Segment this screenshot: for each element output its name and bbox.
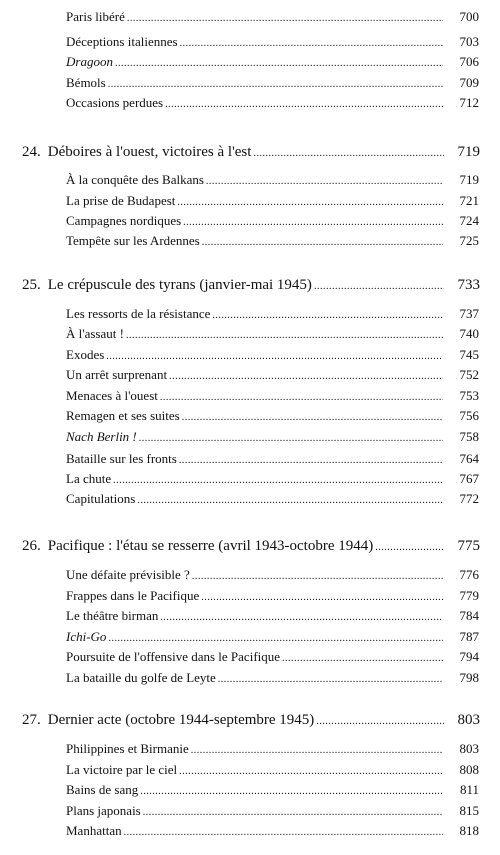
toc-section-entry (66, 173, 479, 187)
dot-leader (108, 634, 443, 644)
dot-leader (177, 198, 443, 208)
toc-section-entry (66, 609, 479, 623)
page-number: 721 (459, 193, 479, 208)
page-number: 776 (459, 567, 479, 582)
chapter-title: Pacifique : l'étau se resserre (avril 1943-octobre 1944) (47, 538, 374, 554)
dot-leader (191, 746, 443, 756)
section-title: Bains de sang (66, 782, 139, 797)
toc-section-entry (66, 194, 479, 208)
toc-section-entry (66, 492, 479, 506)
section-title: Bataille sur les fronts (66, 451, 177, 466)
dot-leader (113, 476, 443, 486)
chapter-title: Le crépuscule des tyrans (janvier-mai 1945) (47, 277, 312, 293)
toc-section-entry (66, 214, 479, 228)
page-number: 787 (459, 629, 479, 644)
dot-leader (182, 413, 443, 423)
section-title: Paris libéré (66, 9, 125, 24)
page-number: 724 (459, 213, 479, 228)
section-title: La victoire par le ciel (66, 762, 178, 777)
section-title: La chute (66, 471, 112, 486)
section-title: Manhattan (66, 823, 122, 838)
toc-section-entry (66, 348, 479, 362)
dot-leader (160, 613, 443, 623)
dot-leader (192, 572, 443, 582)
dot-leader (253, 149, 444, 159)
section-title: La bataille du golfe de Leyte (66, 670, 216, 685)
section-title: Un arrêt surprenant (66, 367, 168, 382)
toc-section-entry (66, 307, 479, 321)
toc-section-entry (66, 804, 479, 818)
toc-section-entry (66, 630, 479, 644)
section-title: Déceptions italiennes (66, 34, 178, 49)
page-number: 703 (459, 34, 479, 49)
page-number: 775 (457, 538, 480, 554)
dot-leader (143, 808, 443, 818)
page-number: 709 (459, 75, 479, 90)
section-title: Le théâtre birman (66, 608, 159, 623)
dot-leader (179, 767, 443, 777)
page-number: 779 (459, 588, 479, 603)
section-title: Bémols (66, 75, 106, 90)
page-number: 706 (459, 54, 479, 69)
toc-section-entry (66, 671, 479, 685)
dot-leader (201, 593, 443, 603)
dot-leader (212, 311, 443, 321)
section-title: À l'assaut ! (66, 326, 124, 341)
page-number: 767 (459, 471, 479, 486)
chapter-number: 25. (22, 277, 41, 293)
section-title: Dragoon (66, 54, 113, 69)
section-title: Capitulations (66, 491, 136, 506)
section-title: Tempête sur les Ardennes (66, 233, 200, 248)
toc-section-entry (66, 55, 479, 69)
page-number: 784 (459, 608, 479, 623)
page-number: 737 (459, 306, 479, 321)
chapter-number: 26. (22, 538, 41, 554)
toc-chapter-entry (22, 278, 480, 293)
dot-leader (137, 496, 443, 506)
page-number: 712 (459, 95, 479, 110)
page-number: 772 (459, 491, 479, 506)
section-title: Philippines et Birmanie (66, 741, 189, 756)
section-title: Occasions perdues (66, 95, 164, 110)
dot-leader (126, 331, 443, 341)
page-number: 818 (459, 823, 479, 838)
page-number: 756 (459, 408, 479, 423)
section-title: Ichi-Go (66, 629, 107, 644)
page-number: 733 (457, 277, 480, 293)
section-title: Frappes dans le Pacifique (66, 588, 200, 603)
toc-chapter-entry (22, 713, 480, 728)
page-number: 803 (459, 741, 479, 756)
dot-leader (115, 59, 443, 69)
section-title: Exodes (66, 347, 105, 362)
section-title: Remagen et ses suites (66, 408, 180, 423)
section-title: Campagnes nordiques (66, 213, 182, 228)
toc-section-entry (66, 742, 479, 756)
toc-section-entry (66, 650, 479, 664)
toc-section-entry (66, 409, 479, 423)
toc-section-entry (66, 568, 479, 582)
dot-leader (314, 282, 444, 292)
dot-leader (165, 100, 443, 110)
dot-leader (106, 352, 443, 362)
page-number: 803 (457, 712, 480, 728)
dot-leader (179, 456, 443, 466)
page-number: 764 (459, 451, 479, 466)
toc-section-entry (66, 763, 479, 777)
chapter-title: Dernier acte (octobre 1944-septembre 1945) (47, 712, 315, 728)
dot-leader (140, 787, 443, 797)
dot-leader (282, 654, 443, 664)
dot-leader (160, 393, 443, 403)
chapter-title: Déboires à l'ouest, victoires à l'est (47, 144, 252, 160)
page-number: 752 (459, 367, 479, 382)
page-number: 815 (459, 803, 479, 818)
chapter-number: 27. (22, 712, 41, 728)
toc-section-entry (66, 472, 479, 486)
section-title: À la conquête des Balkans (66, 172, 204, 187)
toc-section-entry (66, 10, 479, 24)
dot-leader (139, 434, 443, 444)
page-number: 700 (459, 9, 479, 24)
page-number: 808 (459, 762, 479, 777)
toc-section-entry (66, 389, 479, 403)
toc-section-entry (66, 76, 479, 90)
page-number: 719 (457, 144, 480, 160)
page-number: 719 (459, 172, 479, 187)
dot-leader (108, 80, 443, 90)
section-title: La prise de Budapest (66, 193, 176, 208)
dot-leader (180, 39, 443, 49)
toc-section-entry (66, 368, 479, 382)
section-title: Nach Berlin ! (66, 429, 137, 444)
toc-chapter-entry (22, 539, 480, 554)
chapter-number: 24. (22, 144, 41, 160)
toc-section-entry (66, 327, 479, 341)
dot-leader (375, 543, 444, 553)
toc-chapter-entry (22, 145, 480, 160)
toc-section-entry (66, 589, 479, 603)
toc-section-entry (66, 452, 479, 466)
toc-section-entry (66, 234, 479, 248)
toc-section-entry (66, 430, 479, 444)
section-title: Poursuite de l'offensive dans le Pacifique (66, 649, 281, 664)
dot-leader (169, 372, 443, 382)
toc-section-entry (66, 96, 479, 110)
page-number: 811 (459, 782, 479, 797)
page-number: 745 (459, 347, 479, 362)
dot-leader (124, 828, 443, 838)
toc-section-entry (66, 35, 479, 49)
section-title: Les ressorts de la résistance (66, 306, 211, 321)
page-number: 758 (459, 429, 479, 444)
page-number: 740 (459, 326, 479, 341)
page-number: 753 (459, 388, 479, 403)
page-number: 725 (459, 233, 479, 248)
dot-leader (316, 717, 444, 727)
section-title: Menaces à l'ouest (66, 388, 158, 403)
toc-section-entry (66, 824, 479, 838)
dot-leader (202, 238, 443, 248)
page-number: 798 (459, 670, 479, 685)
dot-leader (183, 218, 443, 228)
dot-leader (206, 177, 443, 187)
page-number: 794 (459, 649, 479, 664)
dot-leader (127, 14, 443, 24)
section-title: Une défaite prévisible ? (66, 567, 190, 582)
toc-section-entry (66, 783, 479, 797)
section-title: Plans japonais (66, 803, 141, 818)
dot-leader (218, 675, 443, 685)
